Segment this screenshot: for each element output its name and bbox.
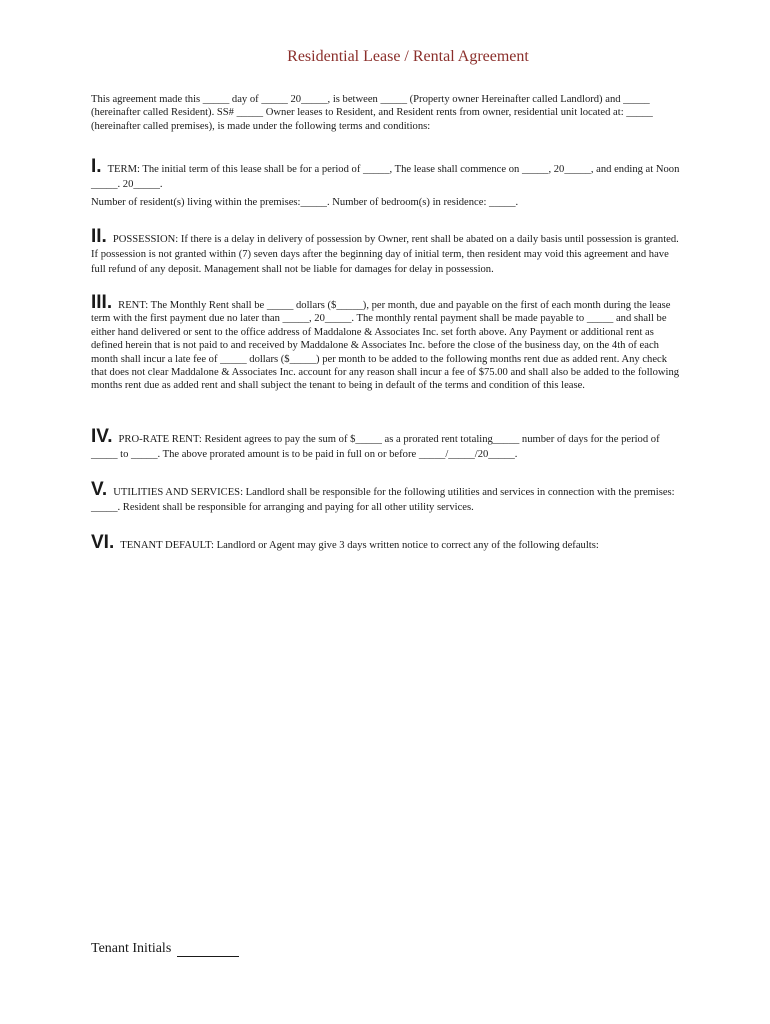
section-term-extra: Number of resident(s) living within the premises:_____. Number of bedroom(s) in residence: _____.	[91, 197, 519, 208]
section-numeral: IV.	[91, 426, 113, 447]
document-title: Residential Lease / Rental Agreement	[287, 48, 529, 65]
section-utilities	[91, 479, 683, 516]
section-text: PRO-RATE RENT: Resident agrees to pay the sum of $_____ as a prorated rent totaling_____ number of days for the period of _____ to _____. The above prorated amount is to be paid in full on or before _____/_____/20_____.	[91, 434, 660, 460]
section-numeral: III.	[91, 292, 113, 313]
tenant-initials-field[interactable]	[177, 942, 239, 957]
section-text: POSSESSION: If there is a delay in delivery of possession by Owner, rent shall be abated on a daily basis until possession is granted. If possession is not granted within (7) seven days after the beginning day of initial term, then resident may void this agreement and have full refund of any deposit. Management shall not be liable for damages for delay in possession.	[91, 234, 679, 275]
section-numeral: V.	[91, 479, 108, 500]
section-text: TENANT DEFAULT: Landlord or Agent may give 3 days written notice to correct any of the following defaults:	[120, 540, 599, 551]
section-possession	[91, 226, 683, 277]
intro-paragraph: This agreement made this _____ day of _____ 20_____, is between _____ (Property owner Hereinafter called Landlord) and _____ (hereinafter called Resident). SS# _____ Owner leases to Resident, and Resident rents from owner, residential unit located at: _____ (hereinafter called premises), is made under the following terms and conditions:	[91, 94, 653, 132]
section-numeral: VI.	[91, 532, 115, 553]
tenant-initials	[91, 941, 239, 957]
section-rent	[91, 292, 683, 393]
section-term	[91, 156, 683, 193]
section-prorate-rent	[91, 426, 683, 463]
tenant-initials-label: Tenant Initials	[91, 941, 172, 956]
section-numeral: I.	[91, 156, 102, 177]
section-text: UTILITIES AND SERVICES: Landlord shall be responsible for the following utilities and services in connection with the premises: _____. Resident shall be responsible for arranging and paying for all other utility services.	[91, 487, 675, 513]
section-tenant-default	[91, 532, 683, 554]
section-text: TERM: The initial term of this lease shall be for a period of _____, The lease shall commence on _____, 20_____, and ending at Noon _____. 20_____.	[91, 164, 680, 190]
section-numeral: II.	[91, 226, 107, 247]
section-text: RENT: The Monthly Rent shall be _____ dollars ($_____), per month, due and payable on the first of each month during the lease term with the first payment due no later than _____, 20_____. The monthly rental payment shall be made payable to _____ and shall be either hand delivered or sent to the office address of Maddalone & Associates Inc. set forth above. Any Payment or additional rent as defined herein that is not paid to and received by Maddalone & Associates Inc. before the close of the business day, on the 4th of each month shall incur a late fee of _____ dollars ($_____) per month to be added to the following months rent due as added rent. Any check that does not clear Maddalone & Associates Inc. account for any reason shall incur a fee of $75.00 and shall also be added to the following months rent due as added rent and shall subject the tenant to being in default of the terms and condition of this lease.	[91, 300, 680, 392]
